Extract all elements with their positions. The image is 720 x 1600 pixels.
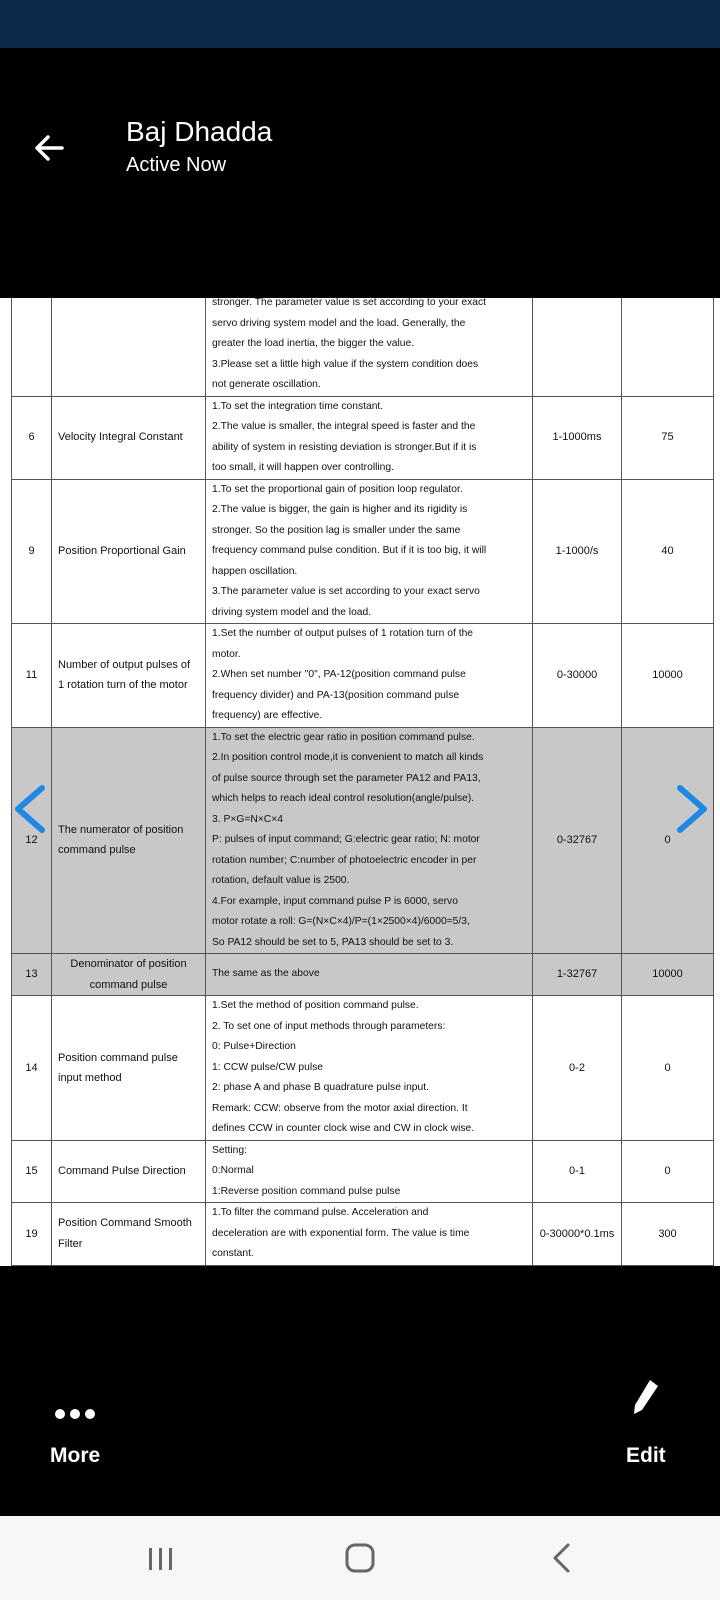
- description-line: ability of system in resisting deviation is stronger.But if it is: [212, 441, 477, 453]
- param-default-cell: 75: [622, 396, 714, 479]
- chevron-left-icon: [8, 782, 52, 836]
- param-number-cell: 15: [12, 1140, 52, 1203]
- param-number-cell: 6: [12, 396, 52, 479]
- description-line: happen oscillation.: [212, 565, 298, 577]
- system-navigation-bar: [0, 1516, 720, 1600]
- description-line: frequency command pulse condition. But if it is too big, it will: [212, 545, 487, 556]
- param-description-cell: [206, 727, 533, 954]
- table-row: [12, 1140, 714, 1203]
- table-row: [12, 479, 714, 624]
- next-image-button[interactable]: [670, 782, 714, 836]
- more-dots-icon: [54, 1408, 96, 1420]
- param-description-cell: [206, 1203, 533, 1266]
- edit-label: Edit: [626, 1444, 666, 1467]
- previous-image-button[interactable]: [8, 782, 52, 836]
- param-name-cell: Velocity Integral Constant: [52, 396, 206, 479]
- status-bar: [0, 0, 720, 48]
- description-line: too small, it will happen over controlling.: [212, 462, 395, 473]
- arrow-left-icon: [28, 126, 72, 170]
- param-description-cell: [206, 624, 533, 728]
- param-range-cell: 1-1000/s: [533, 479, 622, 624]
- param-default-cell: 10000: [622, 624, 714, 728]
- param-range-cell: 0-30000*0.1ms: [533, 1203, 622, 1266]
- param-default-cell: 0: [622, 1140, 714, 1203]
- description-line: 1.Set the number of output pulses of 1 rotation turn of the: [212, 628, 474, 639]
- chevron-left-icon: [542, 1540, 582, 1576]
- param-number-cell: 14: [12, 996, 52, 1141]
- param-description-cell: [206, 298, 533, 396]
- description-line: 2.The value is smaller, the integral speed is faster and the: [212, 421, 476, 432]
- bottom-action-bar: [0, 1266, 720, 1516]
- description-line: 3.The parameter value is set according to your exact servo: [212, 586, 480, 597]
- param-number-cell: 11: [12, 624, 52, 728]
- description-line: 3. P×G=N×C×4: [212, 813, 283, 825]
- description-line: 2.The value is bigger, the gain is higher and its rigidity is: [212, 504, 468, 515]
- recent-apps-icon: [140, 1540, 180, 1576]
- table-row: [12, 727, 714, 954]
- description-line: frequency divider) and PA-13(position command pulse: [212, 689, 460, 701]
- description-line: motor rotate a roll: G=(N×C×4)/P=(1×2500×4)/6000=5/3,: [212, 916, 470, 927]
- param-name-cell: The numerator of position command pulse: [52, 727, 206, 954]
- param-range-cell: 1-32767: [533, 954, 622, 996]
- param-description-cell: [206, 479, 533, 624]
- description-line: stronger. The parameter value is set according to your exact: [212, 298, 486, 308]
- description-line: defines CCW in counter clock wise and CW in clock wise.: [212, 1123, 475, 1134]
- param-description-cell: [206, 996, 533, 1141]
- param-name-cell: Number of output pulses of 1 rotation turn of the motor: [52, 624, 206, 728]
- table-row: [12, 954, 714, 996]
- param-default-cell: 300: [622, 1203, 714, 1266]
- description-line: 1: CCW pulse/CW pulse: [212, 1061, 324, 1073]
- recent-apps-button[interactable]: [140, 1540, 180, 1576]
- param-default-cell: [622, 298, 714, 396]
- description-line: driving system model and the load.: [212, 606, 372, 618]
- param-number-cell: 13: [12, 954, 52, 996]
- description-line: 1:Reverse position command pulse pulse: [212, 1185, 401, 1197]
- description-line: 2.In position control mode,it is convenient to match all kinds: [212, 752, 484, 763]
- description-line: 2. To set one of input methods through parameters:: [212, 1020, 446, 1032]
- description-line: stronger. So the position lag is smaller under the same: [212, 524, 461, 536]
- param-number-cell: 19: [12, 1203, 52, 1266]
- parameter-table: [11, 298, 714, 1266]
- description-line: greater the load inertia, the bigger the value.: [212, 338, 415, 349]
- description-line: deceleration are with exponential form. The value is time: [212, 1227, 470, 1239]
- param-name-cell: Command Pulse Direction: [52, 1140, 206, 1203]
- description-line: 1.Set the method of position command pulse.: [212, 1000, 419, 1011]
- description-line: 1.To set the electric gear ratio in position command pulse.: [212, 731, 475, 743]
- param-number-cell: 9: [12, 479, 52, 624]
- description-line: Setting:: [212, 1144, 247, 1156]
- description-line: rotation number; C:number of photoelectric encoder in per: [212, 854, 477, 866]
- description-line: 1.To set the integration time constant.: [212, 400, 384, 412]
- param-range-cell: 0-2: [533, 996, 622, 1141]
- description-line: frequency) are effective.: [212, 710, 323, 721]
- description-line: rotation, default value is 2500.: [212, 875, 350, 886]
- home-button[interactable]: [340, 1540, 380, 1576]
- param-default-cell: 40: [622, 479, 714, 624]
- chat-header: [0, 48, 720, 298]
- description-line: The same as the above: [212, 968, 320, 980]
- edit-button[interactable]: [618, 1404, 688, 1474]
- table-row: [12, 298, 714, 396]
- description-line: 1.To set the proportional gain of position loop regulator.: [212, 483, 463, 495]
- description-line: 2.When set number "0", PA-12(position command pulse: [212, 669, 466, 680]
- param-range-cell: [533, 298, 622, 396]
- image-viewer[interactable]: [0, 298, 720, 1266]
- param-default-cell: 0: [622, 727, 714, 954]
- presence-status: Active Now: [126, 154, 227, 176]
- pencil-icon: [626, 1376, 666, 1420]
- param-range-cell: 0-1: [533, 1140, 622, 1203]
- description-line: P: pulses of input command; G:electric gear ratio; N: motor: [212, 834, 480, 845]
- param-default-cell: 0: [622, 996, 714, 1141]
- param-name-cell: Denominator of position command pulse: [52, 954, 206, 996]
- table-row: [12, 396, 714, 479]
- description-line: not generate oscillation.: [212, 379, 321, 390]
- home-icon: [340, 1540, 380, 1576]
- param-default-cell: 10000: [622, 954, 714, 996]
- param-range-cell: 0-30000: [533, 624, 622, 728]
- table-row: [12, 1203, 714, 1266]
- description-line: motor.: [212, 648, 241, 660]
- chevron-right-icon: [670, 782, 714, 836]
- param-description-cell: [206, 1140, 533, 1203]
- param-description-cell: [206, 954, 533, 996]
- description-line: 3.Please set a little high value if the system condition does: [212, 358, 479, 370]
- param-description-cell: [206, 396, 533, 479]
- param-name-cell: Position command pulse input method: [52, 996, 206, 1141]
- description-line: constant.: [212, 1248, 254, 1259]
- more-button[interactable]: [40, 1404, 110, 1474]
- table-row: [12, 996, 714, 1141]
- param-name-cell: Position Proportional Gain: [52, 479, 206, 624]
- param-range-cell: 1-1000ms: [533, 396, 622, 479]
- description-line: 0:Normal: [212, 1165, 254, 1176]
- description-line: 0: Pulse+Direction: [212, 1041, 296, 1052]
- param-number-cell: [12, 298, 52, 396]
- description-line: which helps to reach ideal control resolution(angle/pulse).: [212, 793, 475, 804]
- description-line: 2: phase A and phase B quadrature pulse input.: [212, 1082, 429, 1093]
- more-label: More: [50, 1444, 101, 1467]
- contact-name: Baj Dhadda: [126, 116, 273, 147]
- description-line: Remark: CCW: observe from the motor axial direction. It: [212, 1102, 468, 1114]
- param-range-cell: 0-32767: [533, 727, 622, 954]
- param-number-cell: 12: [12, 727, 52, 954]
- description-line: 4.For example, input command pulse P is 6000, servo: [212, 895, 458, 907]
- description-line: servo driving system model and the load. Generally, the: [212, 317, 466, 329]
- description-line: So PA12 should be set to 5, PA13 should be set to 3.: [212, 936, 454, 948]
- description-line: of pulse source through set the parameter PA12 and PA13,: [212, 772, 481, 784]
- param-name-cell: [52, 298, 206, 396]
- description-line: 1.To filter the command pulse. Acceleration and: [212, 1207, 429, 1218]
- param-name-cell: Position Command Smooth Filter: [52, 1203, 206, 1266]
- back-button[interactable]: [28, 126, 72, 170]
- table-row: [12, 624, 714, 728]
- system-back-button[interactable]: [542, 1540, 582, 1576]
